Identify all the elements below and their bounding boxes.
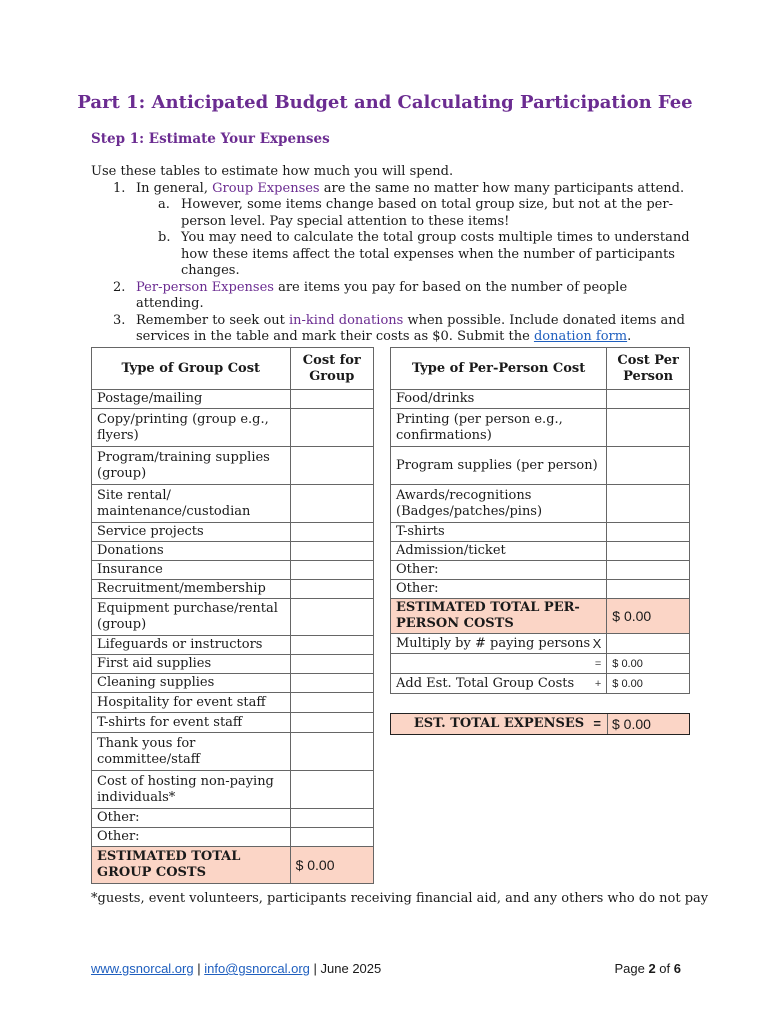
term-group-expenses: Group Expenses [212,180,320,196]
pp-cost-input[interactable] [607,580,690,599]
table-row [92,390,374,409]
table-row [92,674,374,693]
group-cost-input[interactable] [290,828,373,847]
group-cost-input[interactable] [290,599,373,636]
pp-cost-type: Other: [391,580,607,599]
email-link[interactable]: info@gsnorcal.org [204,961,310,976]
add-value: $ 0.00 [607,674,690,694]
group-cost-type: Cleaning supplies [92,674,291,693]
pp-cost-type: Food/drinks [391,390,607,409]
table-row [391,485,690,523]
equals-row-label [391,654,607,674]
pp-cost-type: Program supplies (per person) [391,447,607,485]
pp-cost-input[interactable] [607,485,690,523]
donation-form-link[interactable]: donation form [533,329,628,344]
table-row [391,447,690,485]
group-cost-type: Insurance [92,561,291,580]
group-cost-type: Donations [92,542,291,561]
group-cost-type: Other: [92,828,291,847]
group-cost-input[interactable] [290,580,373,599]
pp-cost-input[interactable] [607,447,690,485]
page-of: of [655,961,674,976]
group-cost-input[interactable] [290,655,373,674]
pp-total-label: ESTIMATED TOTAL PER-PERSON COSTS [391,599,607,634]
group-cost-input[interactable] [290,771,373,809]
equals-value: $ 0.00 [607,654,690,674]
table-row [92,542,374,561]
multiply-label: Multiply by # paying persons [396,635,591,651]
list-number: b. [158,230,171,245]
list-text: are the same no matter how many participants attend. [319,180,685,196]
intro-lead: Use these tables to estimate how much you will spend. [91,164,454,179]
list-text: You may need to calculate the total group costs multiple times to understand how these items affect the total expenses when the number of participants changes. [181,230,690,278]
table-row [391,542,690,561]
pp-cost-type: Other: [391,561,607,580]
add-row-label [391,674,607,694]
pp-total-value: $ 0.00 [607,599,690,634]
group-cost-type: Equipment purchase/rental (group) [92,599,291,636]
table-row [92,655,374,674]
group-cost-input[interactable] [290,485,373,523]
page-title: Part 1: Anticipated Budget and Calculating Participation Fee [77,92,693,113]
pp-cost-type: Awards/recognitions (Badges/patches/pins) [391,485,607,523]
table-row [391,523,690,542]
group-cost-input[interactable] [290,390,373,409]
group-cost-type: T-shirts for event staff [92,713,291,733]
group-cost-type: Lifeguards or instructors [92,636,291,655]
per-person-cost-table [390,347,690,694]
pp-cost-input[interactable] [607,523,690,542]
pp-cost-input[interactable] [607,390,690,409]
group-cost-input[interactable] [290,693,373,713]
list-item [91,181,691,198]
table-row [391,561,690,580]
group-cost-table [91,347,374,884]
group-cost-input[interactable] [290,733,373,771]
pp-cost-header: Cost Per Person [607,348,690,390]
table-row [92,599,374,636]
list-number: 2. [113,279,126,295]
list-text: when possible. Include donated items and services in the table and mark their costs as $0. Submit the [136,312,685,344]
footer-date: | June 2025 [309,961,382,976]
list-text: . [627,329,632,344]
table-row [92,771,374,809]
group-cost-type: Program/training supplies (group) [92,447,291,485]
group-cost-input[interactable] [290,542,373,561]
est-total-value: $ 0.00 [612,716,651,732]
section-heading: Step 1: Estimate Your Expenses [91,131,330,147]
table-row [92,409,374,447]
group-cost-input[interactable] [290,409,373,447]
table-row [391,390,690,409]
footer-separator: | [193,961,205,976]
pp-cost-type: Admission/ticket [391,542,607,561]
pp-cost-input[interactable] [607,409,690,447]
table-row [92,485,374,523]
group-type-header: Type of Group Cost [92,348,291,390]
multiply-symbol: X [592,635,602,651]
footnote: *guests, event volunteers, participants receiving financial aid, and any others who do not pay [91,891,709,906]
group-cost-type: Cost of hosting non-paying individuals* [92,771,291,809]
group-cost-type: Postage/mailing [92,390,291,409]
list-item [91,197,691,230]
table-row [391,409,690,447]
group-cost-type: Thank yous for committee/staff [92,733,291,771]
group-cost-input[interactable] [290,674,373,693]
pp-cost-type: T-shirts [391,523,607,542]
pp-cost-input[interactable] [607,542,690,561]
list-text: are items you pay for based on the number of people attending. [136,279,628,311]
list-text: However, some items change based on total group size, but not at the per-person level. Pay special attention to these items! [181,197,673,229]
group-cost-input[interactable] [290,447,373,485]
list-item [91,313,691,346]
plus-symbol: + [594,677,602,690]
pp-type-header: Type of Per-Person Cost [391,348,607,390]
est-total-equals: = [593,716,601,731]
est-total-label: EST. TOTAL EXPENSES [413,716,585,731]
paying-persons-input[interactable] [607,634,690,654]
est-total-expenses [390,713,690,735]
list-number: a. [158,197,170,212]
list-item [91,230,691,280]
table-row [92,828,374,847]
est-total-label-cell [391,714,608,734]
page-current: 2 [648,961,656,976]
group-cost-input[interactable] [290,713,373,733]
table-row [92,809,374,828]
pp-cost-input[interactable] [607,561,690,580]
group-total-label: ESTIMATED TOTAL GROUP COSTS [92,847,291,884]
table-row [391,580,690,599]
table-row [92,447,374,485]
multiply-row-label [391,634,607,654]
group-cost-header: Cost for Group [290,348,373,390]
equals-symbol: = [594,657,602,670]
list-number: 3. [113,312,126,328]
table-row [92,733,374,771]
list-number: 1. [113,180,126,196]
group-cost-type: Recruitment/membership [92,580,291,599]
term-per-person-expenses: Per-person Expenses [136,279,274,295]
table-row [92,580,374,599]
page-label: Page [614,961,649,976]
group-total-value: $ 0.00 [290,847,373,884]
group-cost-type: Other: [92,809,291,828]
table-row [92,713,374,733]
group-cost-type: Hospitality for event staff [92,693,291,713]
table-row [92,636,374,655]
page-number [614,961,681,976]
list-text: Remember to seek out [136,312,289,328]
group-cost-type: Service projects [92,523,291,542]
group-cost-input[interactable] [290,636,373,655]
table-row [92,523,374,542]
group-cost-input[interactable] [290,809,373,828]
table-row [92,561,374,580]
list-item [91,280,691,313]
list-text: In general, [136,180,213,196]
pp-cost-type: Printing (per person e.g., confirmations) [391,409,607,447]
add-label: Add Est. Total Group Costs [396,675,575,691]
group-cost-input[interactable] [290,523,373,542]
group-cost-type: Copy/printing (group e.g., flyers) [92,409,291,447]
website-link[interactable]: www.gsnorcal.org [91,961,194,976]
table-row [92,693,374,713]
group-cost-input[interactable] [290,561,373,580]
term-in-kind-donations: in-kind donations [289,312,404,328]
page-footer [91,961,681,976]
group-cost-type: First aid supplies [92,655,291,674]
intro-text [91,164,691,346]
page-total: 6 [673,961,681,976]
group-cost-type: Site rental/ maintenance/custodian [92,485,291,523]
